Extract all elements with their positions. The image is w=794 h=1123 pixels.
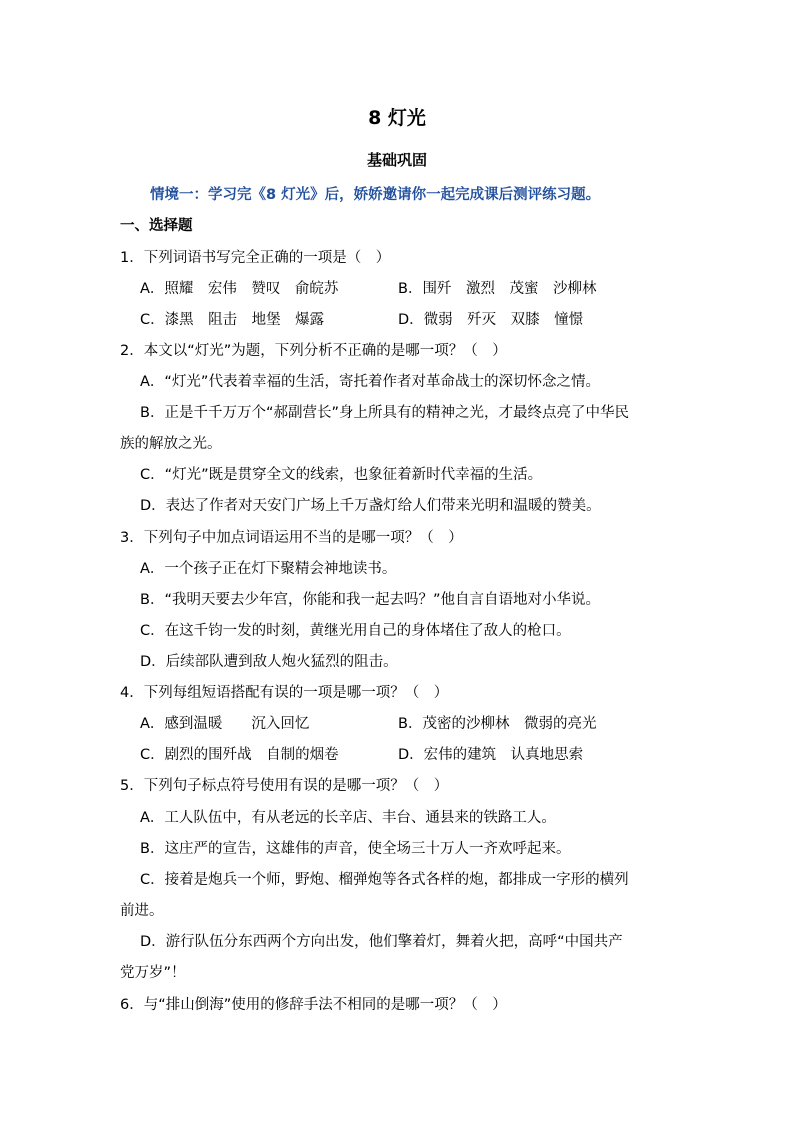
question-5-option-b: B．这庄严的宣告，这雄伟的声音，使全场三十万人一齐欢呼起来。: [140, 841, 571, 857]
question-3-stem: 3．下列句子中加点词语运用不当的是哪一项？（ ）: [120, 530, 463, 546]
question-4-option-d: D．宏伟的建筑 认真地思索: [398, 747, 584, 763]
question-4-option-a: A．感到温暖 沉入回忆: [140, 716, 310, 732]
question-5-stem: 5．下列句子标点符号使用有误的是哪一项？（ ）: [120, 778, 449, 794]
question-2-option-a: A．“灯光”代表着幸福的生活，寄托着作者对革命战士的深切怀念之情。: [140, 374, 600, 390]
question-3-option-a: A．一个孩子正在灯下聚精会神地读书。: [140, 561, 397, 577]
question-4-option-b: B．茂密的沙柳林 微弱的亮光: [398, 716, 597, 732]
question-2-option-d: D．表达了作者对天安门广场上千万盏灯给人们带来光明和温暖的赞美。: [140, 498, 601, 514]
question-1-option-c: C．漆黑 阻击 地堡 爆露: [140, 312, 325, 328]
question-4-stem: 4．下列每组短语搭配有误的一项是哪一项？（ ）: [120, 685, 449, 701]
question-1-option-a: A．照耀 宏伟 赞叹 俞皖苏: [140, 281, 339, 297]
question-6-stem: 6．与“排山倒海”使用的修辞手法不相同的是哪一项？（ ）: [120, 997, 507, 1013]
question-1-option-b: B．围歼 激烈 茂蜜 沙柳林: [398, 281, 597, 297]
question-3-option-b: B．“我明天要去少年宫，你能和我一起去吗？”他自言自语地对小华说。: [140, 592, 600, 608]
page-title: 8 灯光: [368, 107, 426, 129]
question-2-option-b-line1: B．正是千千万万个“郝副营长”身上所具有的精神之光，才最终点亮了中华民: [140, 405, 629, 421]
question-5-option-d-line2: 党万岁”！: [120, 965, 186, 981]
question-5-option-c-line1: C．接着是炮兵一个师，野炮、榴弹炮等各式各样的炮，都排成一字形的横列: [140, 872, 629, 888]
question-4-option-c: C．剧烈的围歼战 自制的烟卷: [140, 747, 339, 763]
question-3-option-c: C．在这千钧一发的时刻，黄继光用自己的身体堵住了敌人的枪口。: [140, 623, 571, 639]
question-2-option-c: C．“灯光”既是贯穿全文的线索，也象征着新时代幸福的生活。: [140, 467, 543, 483]
question-1-stem: 1．下列词语书写完全正确的一项是（ ）: [120, 250, 391, 266]
question-5-option-a: A．工人队伍中，有从老远的长辛店、丰台、通县来的铁路工人。: [140, 810, 556, 826]
scenario-text: 情境一：学习完《8 灯光》后，娇娇邀请你一起完成课后测评练习题。: [150, 187, 601, 203]
section-subtitle: 基础巩固: [366, 151, 427, 169]
question-5-option-c-line2: 前进。: [120, 903, 164, 919]
section-heading: 一、选择题: [120, 218, 193, 234]
question-2-option-b-line2: 族的解放之光。: [120, 436, 222, 452]
question-2-stem: 2．本文以“灯光”为题，下列分析不正确的是哪一项？（ ）: [120, 343, 507, 359]
question-5-option-d-line1: D．游行队伍分东西两个方向出发，他们擎着灯，舞着火把，高呼“中国共产: [140, 934, 623, 950]
question-1-option-d: D．微弱 歼灭 双膝 憧憬: [398, 312, 584, 328]
question-3-option-d: D．后续部队遭到敌人炮火猛烈的阻击。: [140, 654, 398, 670]
